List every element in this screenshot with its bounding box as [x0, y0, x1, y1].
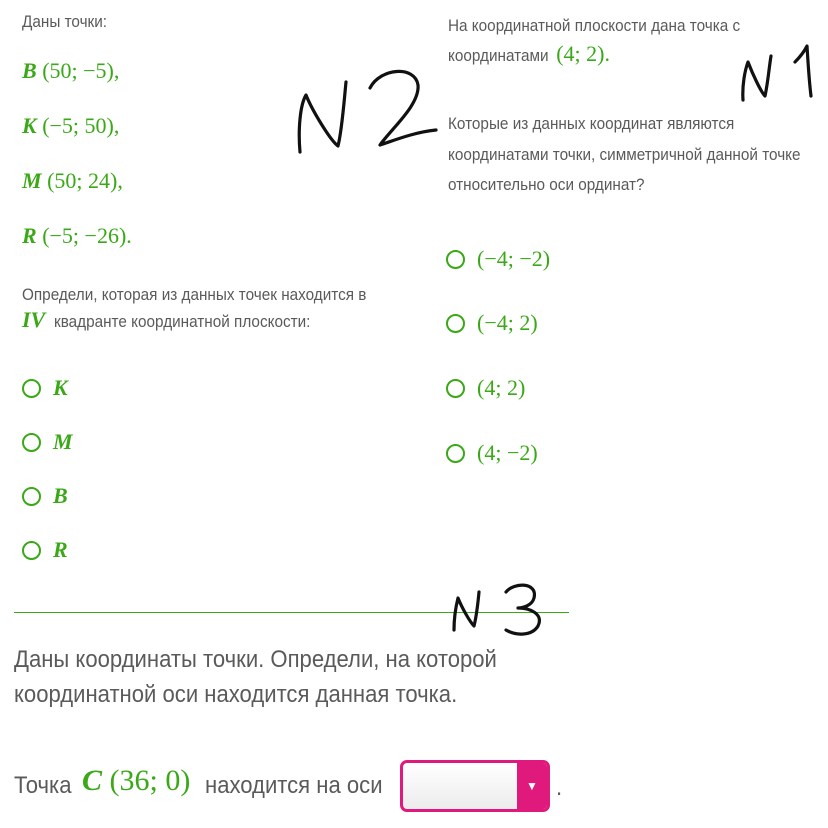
right-question-line2: координатами точки, симметричной данной точке	[448, 145, 801, 164]
point-r-coords: (−5; −26).	[42, 223, 132, 248]
chevron-down-icon[interactable]: ▼	[517, 763, 547, 809]
radio-4-2[interactable]	[446, 379, 465, 398]
right-line2-row	[448, 41, 610, 71]
point-k-coords: (−5; 50),	[42, 113, 120, 138]
radio-b[interactable]	[22, 487, 41, 506]
point-m-coords: (50; 24),	[47, 168, 123, 193]
point-r	[22, 223, 132, 249]
point-m-name: M	[22, 168, 42, 193]
option-r-label: R	[53, 537, 68, 562]
left-question-line2-row	[22, 307, 339, 337]
option-4-neg2[interactable]	[446, 440, 538, 466]
bottom-period: .	[556, 774, 563, 801]
left-question-line1: Определи, которая из данных точек находится в	[22, 285, 367, 304]
quadrant-roman: IV	[22, 307, 46, 332]
right-given-point: (4; 2)	[556, 41, 605, 66]
bottom-prefix: Точка	[14, 772, 72, 799]
bottom-line2: координатной оси находится данная точка.	[14, 681, 458, 708]
handwriting-n3	[448, 578, 548, 638]
bottom-line1: Даны координаты точки. Определи, на которой	[14, 646, 497, 673]
bottom-suffix: находится на оси	[205, 772, 383, 799]
point-b-coords: (50; −5),	[42, 58, 120, 83]
option-4-neg2-label: (4; −2)	[477, 440, 538, 465]
handwriting-n1	[735, 40, 820, 110]
point-k	[22, 113, 119, 139]
option-k-label: K	[53, 375, 68, 400]
radio-r[interactable]	[22, 541, 41, 560]
radio-k[interactable]	[22, 379, 41, 398]
point-b-name: B	[22, 58, 37, 83]
point-c-coords: (36; 0)	[109, 764, 191, 797]
option-neg4-neg2-label: (−4; −2)	[477, 246, 551, 271]
point-k-name: K	[22, 113, 37, 138]
option-k[interactable]	[22, 375, 68, 401]
radio-neg4-neg2[interactable]	[446, 250, 465, 269]
radio-4-neg2[interactable]	[446, 444, 465, 463]
right-line1: На координатной плоскости дана точка с	[448, 16, 741, 35]
option-neg4-2-label: (−4; 2)	[477, 310, 538, 335]
left-question-line2: квадранте координатной плоскости:	[53, 312, 311, 331]
left-intro: Даны точки:	[22, 12, 108, 31]
option-b[interactable]	[22, 483, 68, 509]
option-4-2-label: (4; 2)	[477, 375, 526, 400]
option-r[interactable]	[22, 537, 68, 563]
right-question-line3: относительно оси ординат?	[448, 175, 645, 194]
radio-neg4-2[interactable]	[446, 314, 465, 333]
axis-select[interactable]	[400, 760, 550, 812]
right-question-line1: Которые из данных координат являются	[448, 114, 735, 133]
point-b	[22, 58, 119, 84]
point-m	[22, 168, 123, 194]
option-m[interactable]	[22, 429, 73, 455]
option-neg4-2[interactable]	[446, 310, 538, 336]
point-c-name: C	[82, 764, 103, 797]
option-4-2[interactable]	[446, 375, 525, 401]
handwriting-n2	[290, 60, 440, 160]
point-c	[82, 764, 190, 798]
option-m-label: M	[53, 429, 73, 454]
right-line2-suffix: .	[604, 41, 610, 66]
point-r-name: R	[22, 223, 37, 248]
option-neg4-neg2[interactable]	[446, 246, 550, 272]
option-b-label: B	[53, 483, 68, 508]
right-line2-prefix: координатами	[448, 46, 549, 65]
radio-m[interactable]	[22, 433, 41, 452]
